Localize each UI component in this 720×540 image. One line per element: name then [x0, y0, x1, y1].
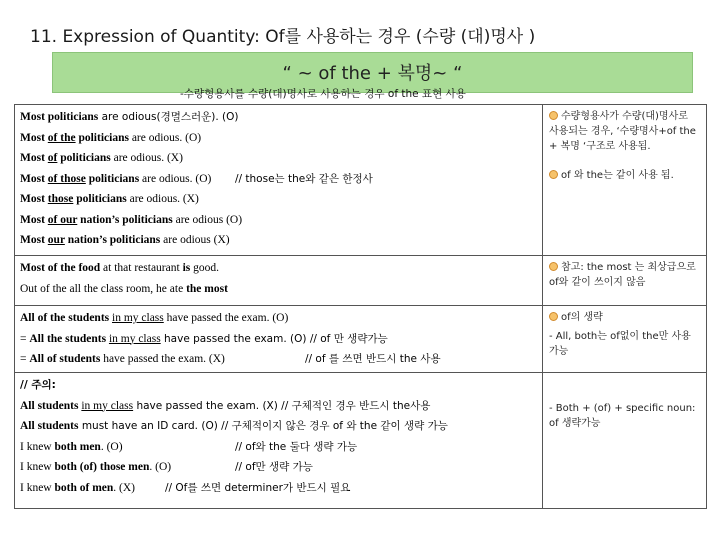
explanation-note: 참고: the most 는 최상급으로 of와 같이 쓰이지 않음: [549, 262, 696, 288]
example-line: Most politicians are odious(경멸스러운). (O): [20, 111, 239, 123]
example-line: All of the students in my class have passed the exam. (O): [20, 312, 289, 324]
example-line: Out of the all the class room, he ate the most: [20, 282, 228, 295]
explanation-cell: [543, 105, 706, 255]
example-line: = All of students have passed the exam. (X) // of 를 쓰면 반드시 the 사용: [20, 349, 538, 370]
example-line: Most our nation’s politicians are odious (X): [20, 234, 230, 246]
table-row: [15, 305, 706, 372]
example-line: Most those politicians are odious. (X): [20, 193, 199, 205]
example-line: All students in my class have passed the exam. (X) // 구체적인 경우 반드시 the사용: [20, 399, 431, 412]
explanation-note: - Both + (of) + specific noun: of 생략가능: [549, 403, 696, 429]
examples-table: [14, 104, 707, 509]
explanation-note: - All, both는 of없이 the만 사용 가능: [549, 331, 691, 357]
example-line: = All the students in my class have passed the exam. (O) // of 만 생략가능: [20, 332, 388, 345]
example-line: Most of the politicians are odious. (O): [20, 131, 202, 144]
examples-cell: [15, 256, 543, 305]
example-line: All students must have an ID card. (O) // 구체적이지 않은 경우 of 와 the 같이 생략 가능: [20, 420, 448, 432]
explanation-cell: [543, 306, 706, 372]
grammar-note: // of와 the 둘다 생략 가능: [235, 440, 358, 453]
examples-cell: [15, 306, 543, 372]
bullet-icon: [549, 170, 558, 179]
example-line: Most of politicians are odious. (X): [20, 152, 183, 164]
example-line: // 주의:: [20, 379, 56, 391]
grammar-note: // of만 생략 가능: [235, 461, 313, 473]
examples-cell: [15, 105, 543, 255]
example-line: Most of our nation’s politicians are odious (O): [20, 213, 243, 226]
explanation-cell: [543, 373, 706, 508]
bullet-icon: [549, 262, 558, 271]
key-pattern-banner: “ ~ of the + 복명~ “: [52, 52, 693, 93]
example-line: Most of the food at that restaurant is good.: [20, 262, 219, 274]
explanation-cell: [543, 256, 706, 305]
table-row: [15, 255, 706, 305]
example-line: Most of those politicians are odious. (O) // those는 the와 같은 한정사: [20, 169, 538, 190]
grammar-note: // Of를 쓰면 determiner가 반드시 필요: [165, 481, 351, 494]
explanation-note: of 와 the는 같이 사용 됨.: [561, 170, 674, 181]
explanation-note: of의 생략: [561, 312, 603, 323]
grammar-note: // those는 the와 같은 한정사: [235, 172, 373, 185]
examples-cell: [15, 373, 543, 508]
explanation-note: 수량형용사가 수량(대)명사로 사용되는 경우, ‘수량명사+of the + 복명 ‘구조로 사용됨.: [549, 111, 696, 152]
example-line: I knew both men. (O) // of와 the 둘다 생략 가능: [20, 437, 538, 458]
banner-subtitle: -수량형용사를 수량(대)명사로 사용하는 경우 of the 표현 사용: [180, 88, 466, 100]
grammar-note: // of 를 쓰면 반드시 the 사용: [305, 353, 441, 365]
page-title: 11. Expression of Quantity: Of를 사용하는 경우 (수량 (대)명사 ): [30, 27, 536, 47]
table-row: [15, 105, 706, 255]
table-row: [15, 372, 706, 508]
bullet-icon: [549, 312, 558, 321]
example-line: I knew both (of) those men. (O) // of만 생략 가능: [20, 457, 538, 478]
example-line: I knew both of men. (X) // Of를 쓰면 determiner가 반드시 필요: [20, 478, 538, 499]
bullet-icon: [549, 111, 558, 120]
